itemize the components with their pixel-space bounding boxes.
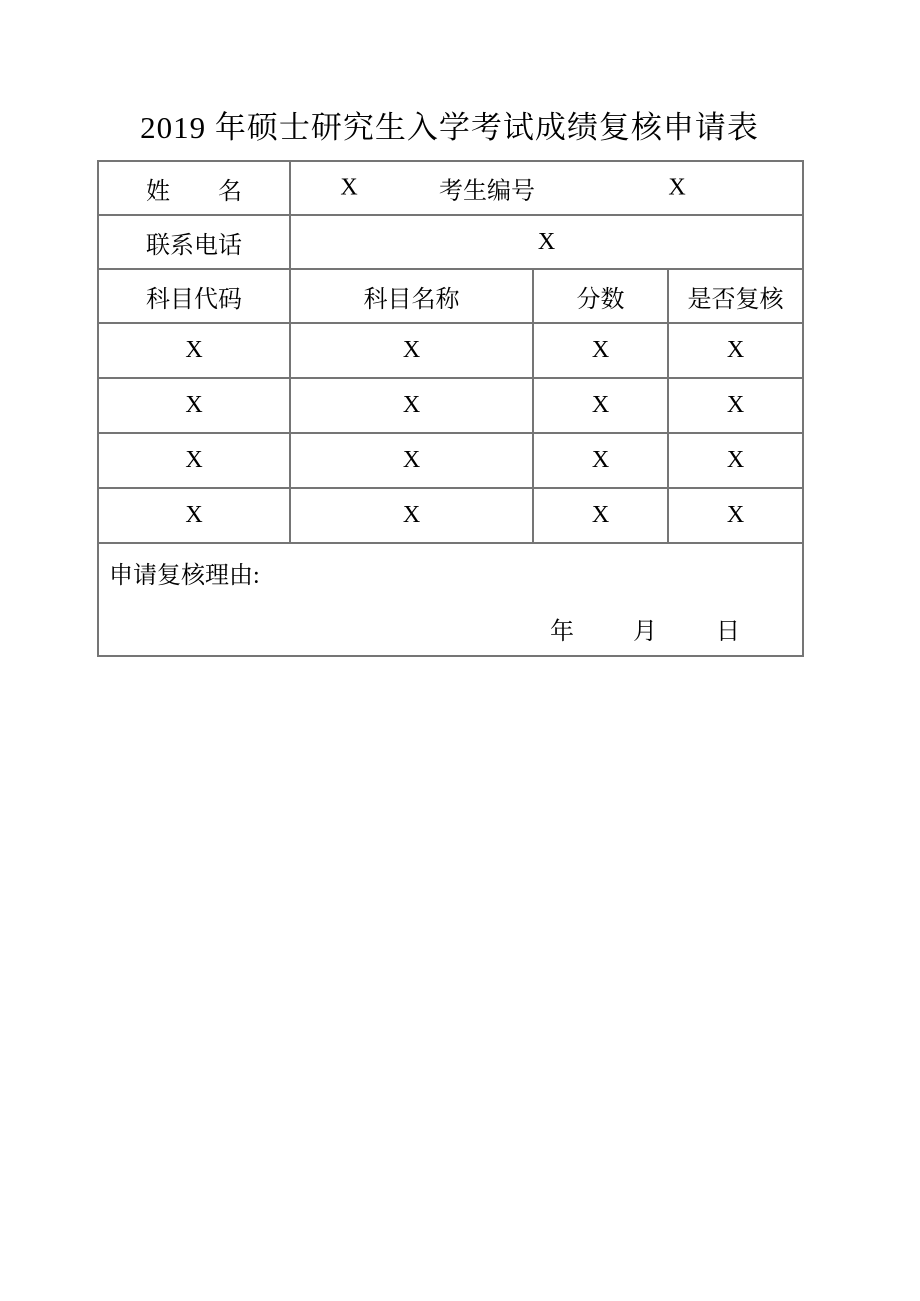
name-and-candidate-no-cell[interactable]	[290, 161, 803, 215]
phone-label-cell	[98, 215, 290, 269]
subject-name-value[interactable]: X	[290, 378, 533, 433]
subject-row	[98, 323, 803, 378]
name-value[interactable]: X	[340, 174, 358, 201]
subject-name-value[interactable]: X	[290, 488, 533, 543]
name-label: 姓 名	[146, 178, 242, 205]
review-flag-value[interactable]: X	[668, 378, 803, 433]
score-value[interactable]: X	[533, 433, 668, 488]
application-form-table	[97, 160, 804, 657]
candidate-no-value[interactable]: X	[668, 174, 686, 201]
review-flag-value[interactable]: X	[668, 488, 803, 543]
review-flag-value[interactable]: X	[668, 323, 803, 378]
subject-row	[98, 488, 803, 543]
date-year-label: 年	[550, 619, 575, 645]
header-score: 分数	[533, 269, 668, 323]
subject-code-value[interactable]: X	[98, 488, 290, 543]
subject-row	[98, 378, 803, 433]
subject-code-value[interactable]: X	[98, 378, 290, 433]
row-subject-headers	[98, 269, 803, 323]
header-subject-name: 科目名称	[290, 269, 533, 323]
date-day-label: 日	[716, 619, 741, 645]
score-value[interactable]: X	[533, 323, 668, 378]
subject-code-value[interactable]: X	[98, 433, 290, 488]
name-label-cell	[98, 161, 290, 215]
header-review-flag: 是否复核	[668, 269, 803, 323]
form-title: 2019 年硕士研究生入学考试成绩复核申请表	[140, 110, 759, 145]
name-candidate-inner	[291, 163, 802, 213]
phone-value[interactable]: X	[537, 228, 556, 255]
subject-name-value[interactable]: X	[290, 433, 533, 488]
subject-name-value[interactable]: X	[290, 323, 533, 378]
score-value[interactable]: X	[533, 378, 668, 433]
candidate-no-label: 考生编号	[439, 178, 535, 205]
phone-value-cell[interactable]	[290, 215, 803, 269]
row-phone	[98, 215, 803, 269]
score-value[interactable]: X	[533, 488, 668, 543]
date-line	[550, 611, 740, 646]
reason-cell[interactable]	[98, 543, 803, 656]
row-reason	[98, 543, 803, 656]
reason-label: 申请复核理由:	[109, 563, 260, 589]
reason-inner	[99, 545, 802, 654]
subject-code-value[interactable]: X	[98, 323, 290, 378]
review-flag-value[interactable]: X	[668, 433, 803, 488]
header-subject-code: 科目代码	[98, 269, 290, 323]
phone-label: 联系电话	[146, 232, 242, 259]
row-name	[98, 161, 803, 215]
subject-row	[98, 433, 803, 488]
date-month-label: 月	[633, 619, 658, 645]
